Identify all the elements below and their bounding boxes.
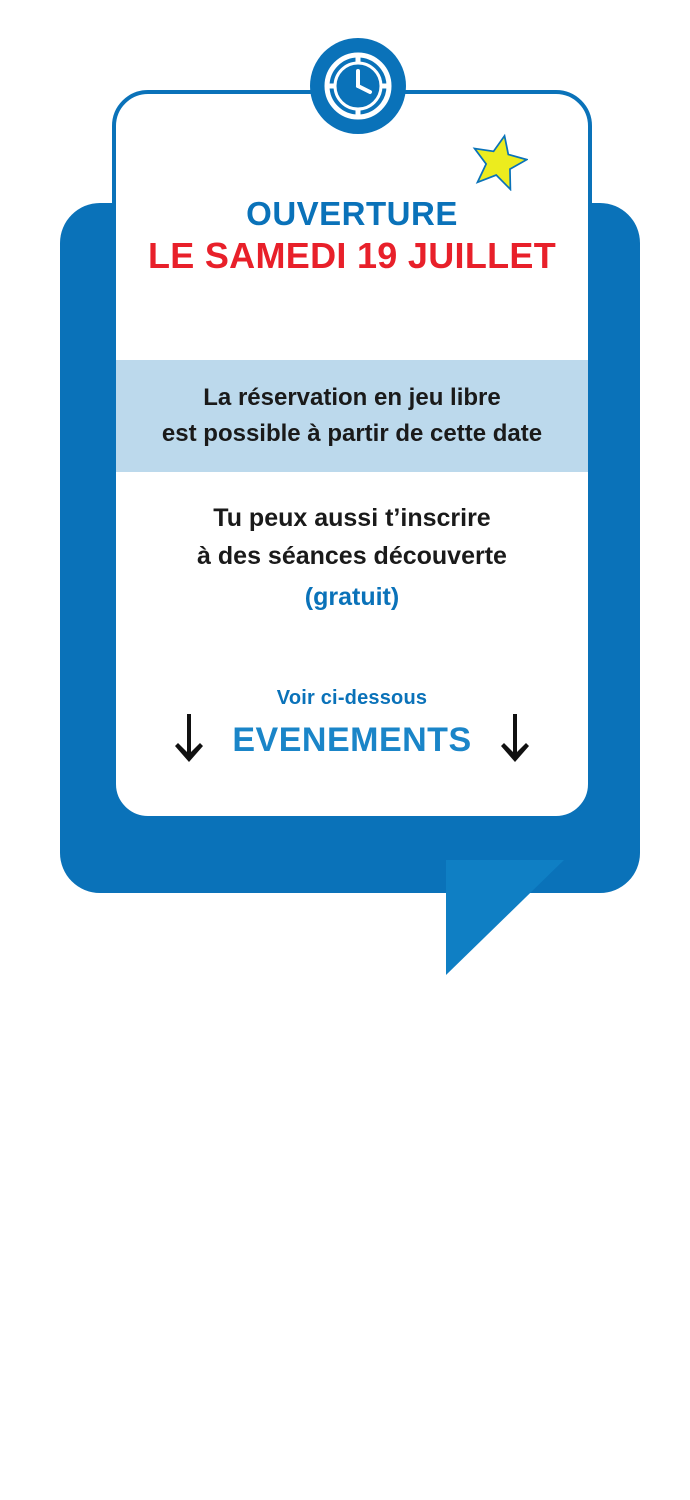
headline-line2: LE SAMEDI 19 JUILLET [147, 235, 557, 276]
arrow-down-icon [500, 714, 530, 766]
body-free-note: (gratuit) [304, 583, 400, 611]
announcement-card [112, 90, 592, 820]
reservation-banner [116, 360, 588, 472]
clock-badge [310, 38, 406, 134]
headline [116, 194, 588, 278]
see-below-label: Voir ci-dessous [276, 687, 428, 709]
headline-line1: OUVERTURE [246, 195, 458, 232]
clock-icon [322, 50, 394, 122]
body-line2: à des séances découverte [197, 542, 507, 570]
arrow-down-icon [174, 714, 204, 766]
bubble-tail [446, 860, 564, 975]
footer-block [116, 684, 588, 766]
events-row [116, 714, 588, 766]
banner-line1: La réservation en jeu libre [203, 384, 501, 411]
body-text [116, 499, 588, 619]
events-label: EVENEMENTS [232, 721, 472, 759]
body-line1: Tu peux aussi t’inscrire [213, 504, 491, 532]
star-icon [470, 133, 528, 191]
banner-line2: est possible à partir de cette date [161, 420, 543, 447]
